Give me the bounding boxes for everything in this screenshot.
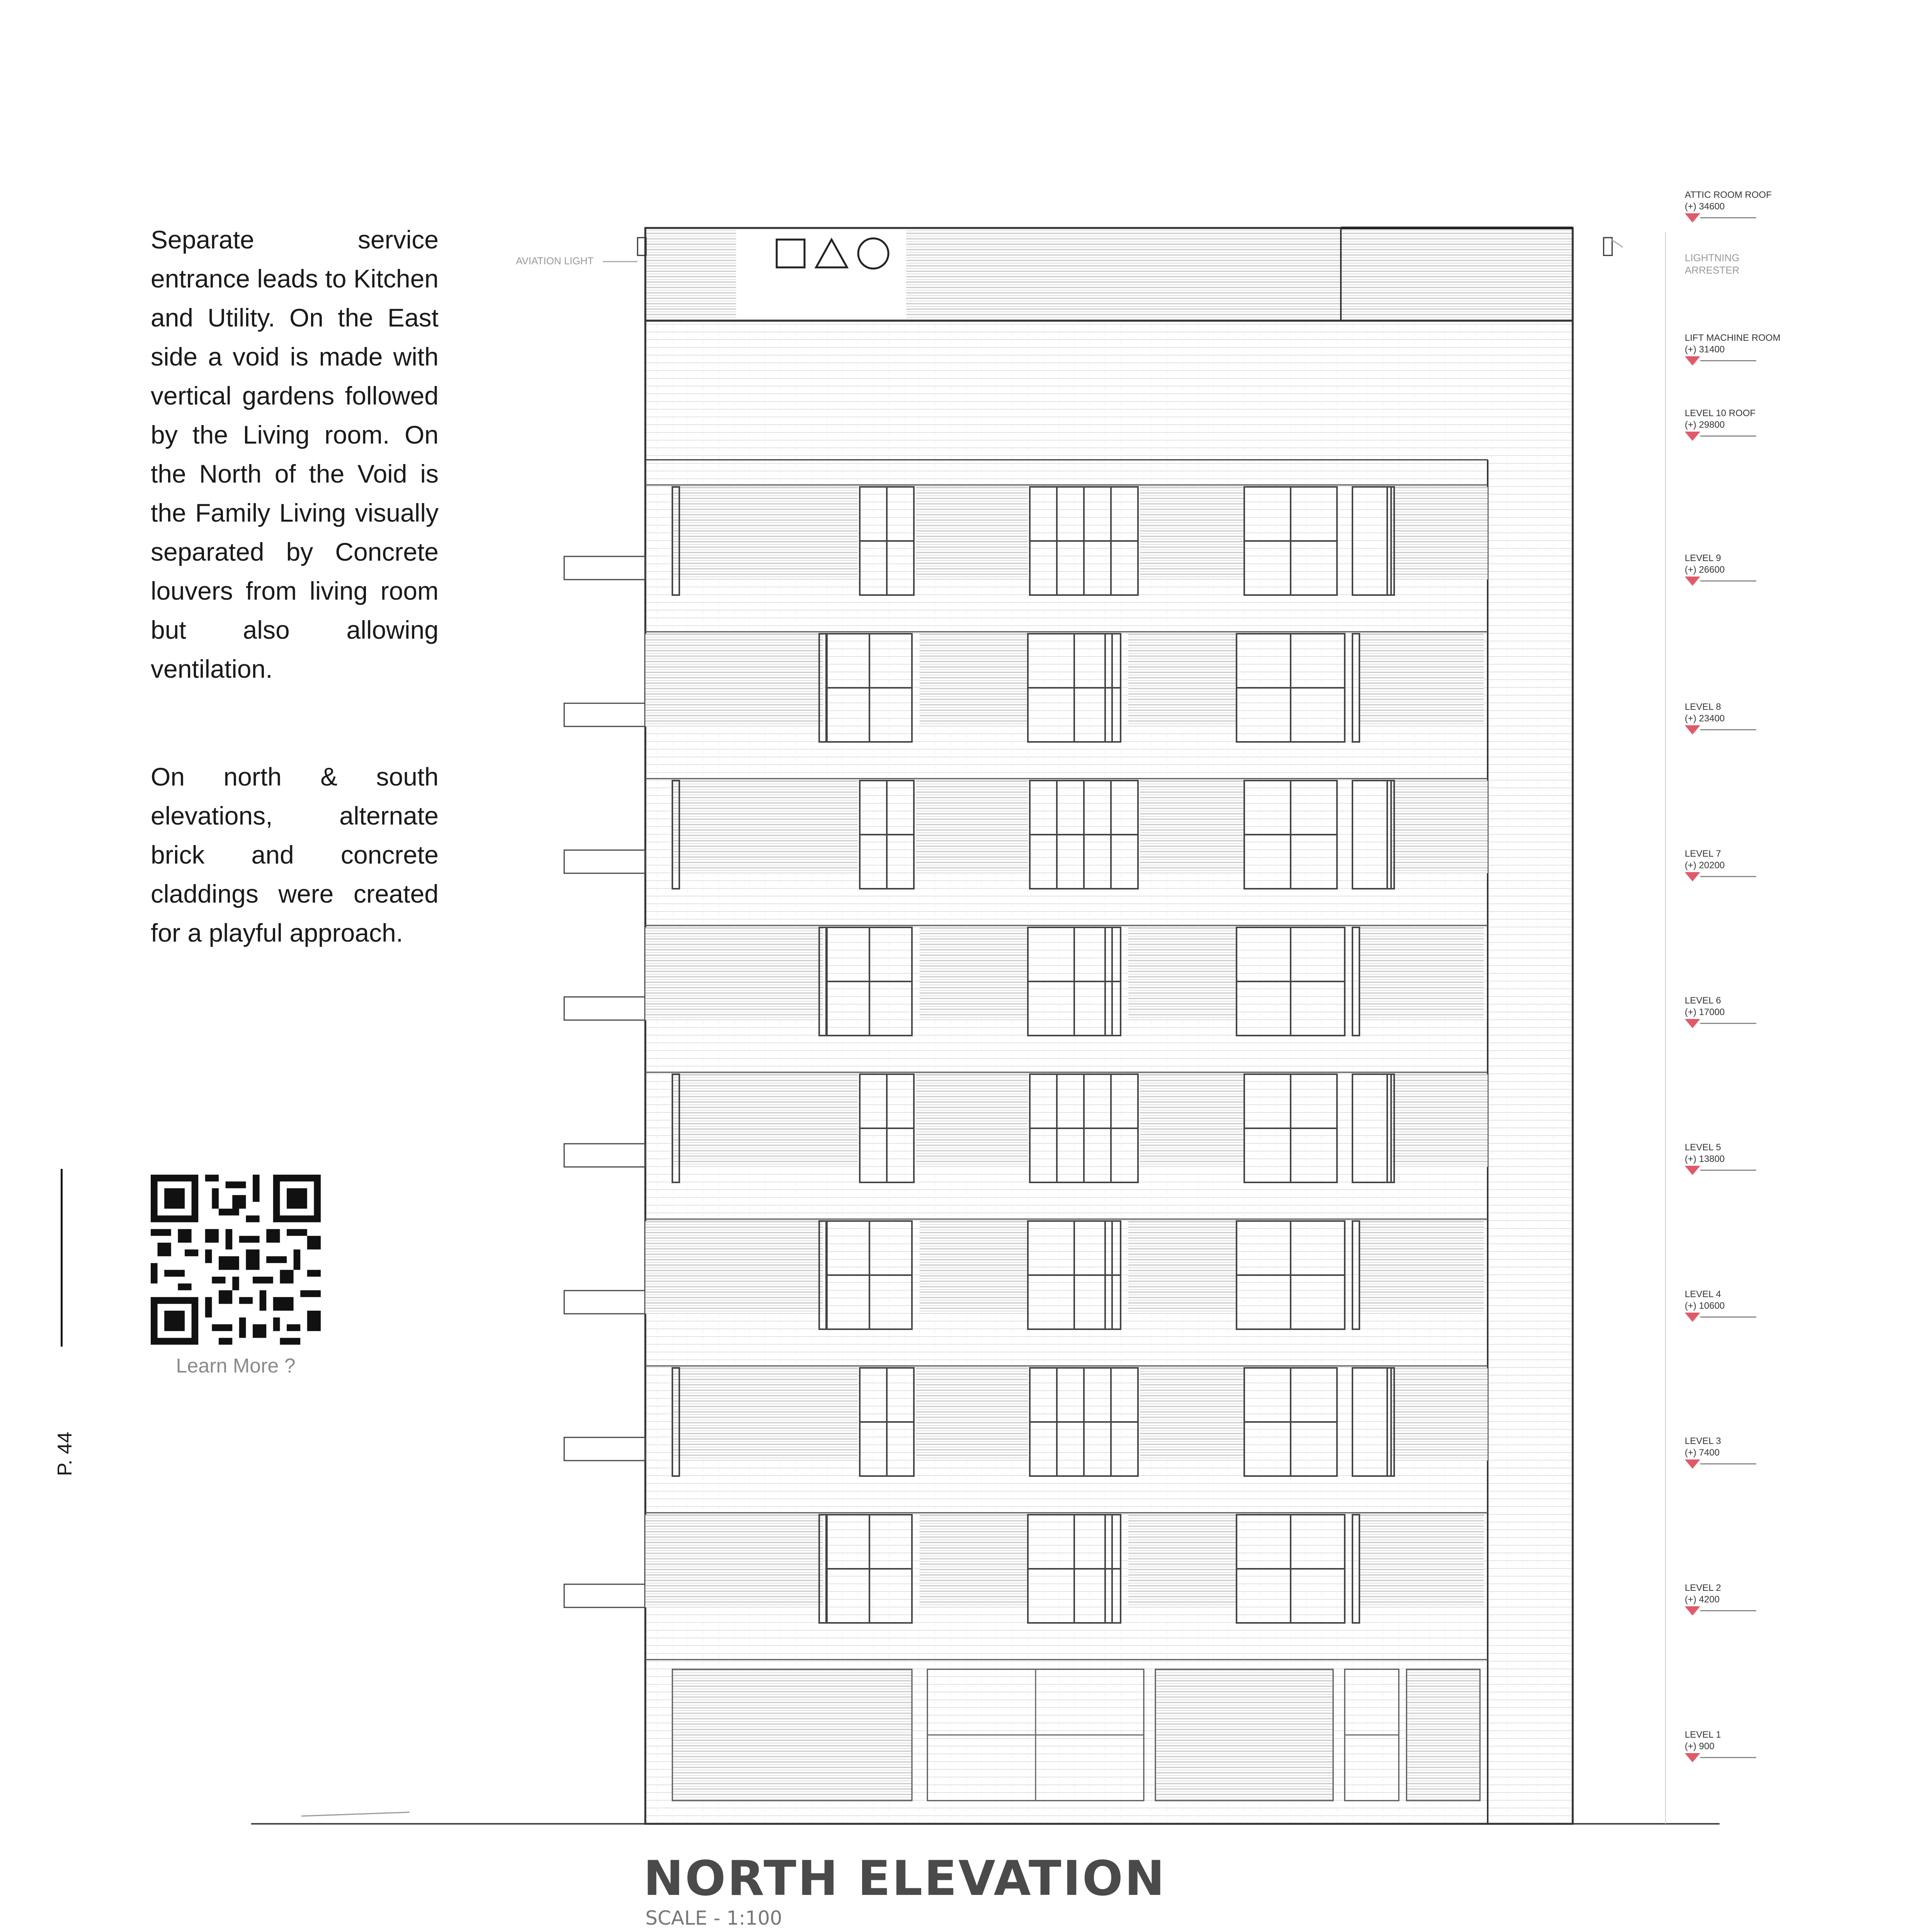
level-name: LEVEL 4 [1685, 1289, 1721, 1299]
level-name: LEVEL 6 [1685, 995, 1721, 1006]
level-marker [1685, 189, 1772, 223]
level-triangle-icon [1685, 577, 1700, 586]
level-marker [1685, 1142, 1725, 1175]
level-marker [1685, 1289, 1725, 1322]
level-value: (+) 7400 [1685, 1447, 1720, 1458]
level-marker [1685, 848, 1725, 881]
level-triangle-icon [1685, 1019, 1700, 1028]
level-name: LEVEL 5 [1685, 1142, 1721, 1153]
level-value: (+) 10600 [1685, 1301, 1725, 1311]
level-name: ATTIC ROOM ROOF [1685, 190, 1772, 200]
level-value: (+) 34600 [1685, 201, 1725, 212]
description-paragraph-1: Separate service entrance leads to Kitchen and Utility. On the East side a void is made with vertical gardens followed by the Living room. On the North of the Void is the Family Living visually separated by Concrete louvers from living room but also allowing ventilation. [151, 225, 439, 683]
lightning-arrester-label-1: LIGHTNING [1685, 252, 1740, 264]
level-marker [1685, 1582, 1721, 1616]
level-value: (+) 20200 [1685, 860, 1725, 871]
level-triangle-icon [1685, 1313, 1700, 1322]
level-marker [1685, 995, 1725, 1028]
level-name: LEVEL 8 [1685, 702, 1721, 712]
level-name: LEVEL 9 [1685, 553, 1721, 563]
lightning-arrester-label-2: ARRESTER [1685, 264, 1740, 276]
level-triangle-icon [1685, 872, 1700, 881]
level-name: LEVEL 1 [1685, 1730, 1721, 1740]
level-marker [1685, 1435, 1721, 1469]
elevation-scale: SCALE - 1:100 [645, 1907, 782, 1929]
elevation-title: NORTH ELEVATION [643, 1851, 1166, 1906]
level-value: (+) 900 [1685, 1741, 1715, 1752]
description-paragraph-2: On north & south elevations, alternate brick and concrete claddings were created for a playful approach. [151, 762, 439, 947]
level-triangle-icon [1685, 1606, 1700, 1616]
level-name: LEVEL 3 [1685, 1436, 1721, 1446]
level-value: (+) 17000 [1685, 1007, 1725, 1017]
level-name: LEVEL 2 [1685, 1583, 1721, 1593]
level-triangle-icon [1685, 432, 1700, 441]
level-name: LEVEL 10 ROOF [1685, 408, 1756, 418]
level-marker [1685, 701, 1725, 735]
level-marker [1685, 408, 1755, 441]
level-value: (+) 31400 [1685, 344, 1725, 355]
level-triangle-icon [1685, 725, 1700, 735]
level-marker [1685, 553, 1725, 586]
level-value: (+) 23400 [1685, 713, 1725, 724]
level-value: (+) 4200 [1685, 1594, 1720, 1605]
level-name: LEVEL 7 [1685, 849, 1721, 859]
page-number: P. 44 [54, 1432, 76, 1476]
level-triangle-icon [1685, 1753, 1700, 1762]
level-marker [1685, 332, 1781, 366]
level-triangle-icon [1685, 213, 1700, 223]
level-value: (+) 29800 [1685, 420, 1725, 430]
level-triangle-icon [1685, 356, 1700, 366]
level-value: (+) 26600 [1685, 565, 1725, 575]
learn-more-link[interactable]: Learn More ? [176, 1355, 296, 1377]
level-triangle-icon [1685, 1459, 1700, 1469]
level-value: (+) 13800 [1685, 1154, 1725, 1164]
level-triangle-icon [1685, 1166, 1700, 1175]
level-marker [1685, 1729, 1721, 1762]
level-name: LIFT MACHINE ROOM [1685, 333, 1781, 343]
aviation-light-label: AVIATION LIGHT [516, 255, 594, 267]
